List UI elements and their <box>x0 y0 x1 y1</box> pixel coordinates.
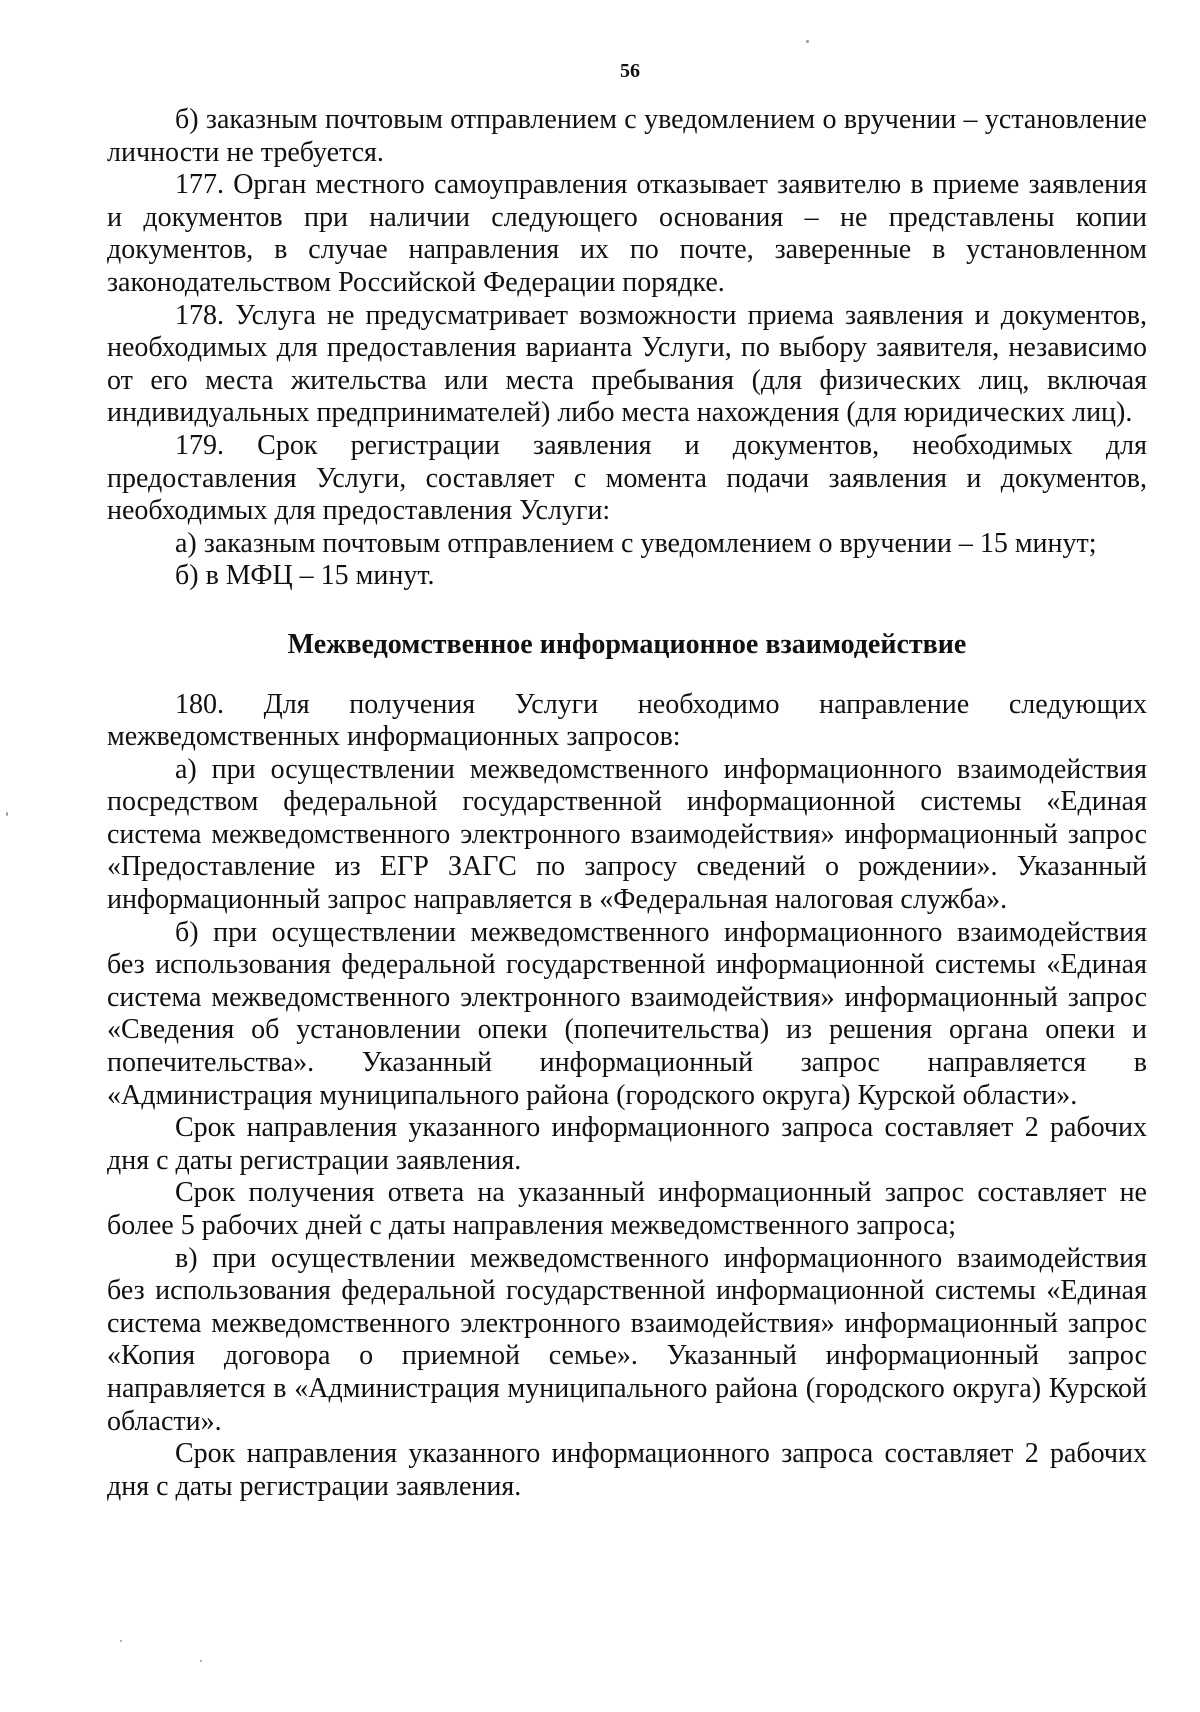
paragraph-request-a: а) при осуществлении межведомственного информационного взаимодействия посредством федеральной государственной информационной системы «Единая система межведомственного электронного взаимодействия» информационный запрос «Предоставление из ЕГР ЗАГС по запросу сведений о рождении». Указанный информационный запрос направляется в «Федеральная налоговая служба». <box>107 753 1147 916</box>
paragraph-179-term-mfc: б) в МФЦ – 15 минут. <box>175 560 435 592</box>
paragraph-179-term-mail: а) заказным почтовым отправлением с уведомлением о вручении – 15 минут; <box>175 527 1097 559</box>
page-number: 56 <box>620 60 640 82</box>
paragraph-178-extraterritorial: 178. Услуга не предусматривает возможности приема заявления и документов, необходимых для предоставления варианта Услуги, по выбору заявителя, независимо от его места жительства или места пребывания (для физических лиц, включая индивидуальных предпринимателей) либо места нахождения (для юридических лиц). <box>107 299 1147 429</box>
paragraph-177-refusal-grounds: 177. Орган местного самоуправления отказывает заявителю в приеме заявления и документов при наличии следующего основания – не представлены копии документов, в случае направления их по почте, заверенные в установленном законодательством Российской Федерации порядке. <box>107 169 1147 298</box>
paragraph-request-c-send-term: Срок направления указанного информационного запроса составляет 2 рабочих дня с даты регистрации заявления. <box>107 1438 1147 1502</box>
paragraph-request-c: в) при осуществлении межведомственного информационного взаимодействия без использования федеральной государственной информационной системы «Единая система межведомственного электронного взаимодействия» информационный запрос «Копия договора о приемной семье». Указанный информационный запрос направляется в «Администрация муниципального района (городского округа) Курской области». <box>107 1242 1147 1437</box>
paragraph-request-b-response-term: Срок получения ответа на указанный информационный запрос составляет не более 5 рабочих дней с даты направления межведомственного запроса; <box>107 1177 1147 1241</box>
paragraph-request-b: б) при осуществлении межведомственного информационного взаимодействия без использования федеральной государственной информационной системы «Единая система межведомственного электронного взаимодействия» информационный запрос «Сведения об установлении опеки (попечительства) из решения органа опеки и попечительства». Указанный информационный запрос направляется в «Администрация муниципального района (городского округа) Курской области». <box>107 916 1147 1111</box>
section-heading: Межведомственное информационное взаимодействие <box>287 628 967 660</box>
paragraph-registered-mail-identity: б) заказным почтовым отправлением с уведомлением о вручении – установление личности не требуется. <box>107 104 1147 168</box>
paragraph-request-b-send-term: Срок направления указанного информационного запроса составляет 2 рабочих дня с даты регистрации заявления. <box>107 1112 1147 1176</box>
paragraph-179-registration-term: 179. Срок регистрации заявления и документов, необходимых для предоставления Услуги, составляет с момента подачи заявления и документов, необходимых для предоставления Услуги: <box>107 429 1147 527</box>
document-body <box>107 104 1147 1503</box>
paragraph-180-requests: 180. Для получения Услуги необходимо направление следующих межведомственных информационных запросов: <box>107 688 1147 753</box>
